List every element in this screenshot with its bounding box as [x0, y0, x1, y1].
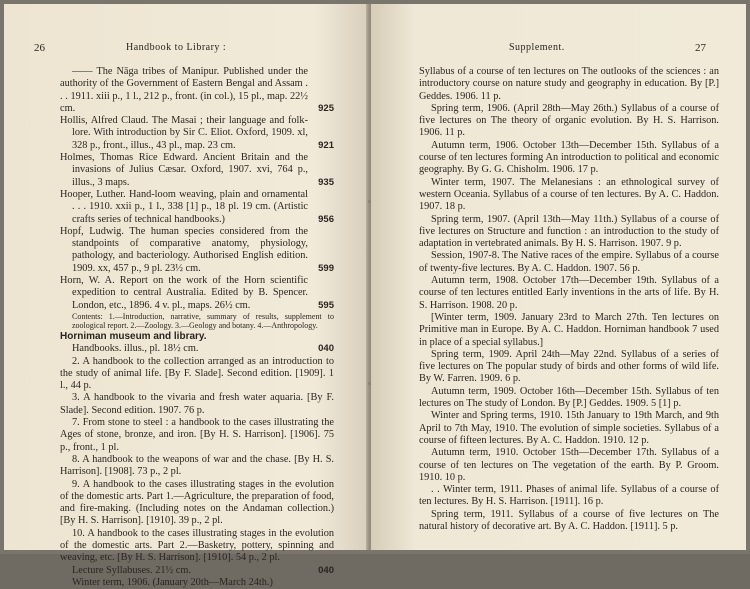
- class-number: 599: [318, 262, 334, 274]
- syllabus-paragraph: Spring term, 1906. (April 28th—May 26th.) Syllabus of a course of five lectures on The theory of organic evolution. By H. S. Harrison. 1906. 11 p.: [419, 102, 719, 139]
- right-page-content: [419, 66, 719, 533]
- handbook-item: 7. From stone to steel : a handbook to the cases illustrating the Ages of stone, bronze, and iron. [By H. S. Harrison]. [1906]. 75 p., front., 1 pl.: [60, 417, 334, 453]
- handbook-item: 3. A handbook to the vivaria and fresh water aquaria. [By F. Slade]. Second edition. 1907. 76 p.: [60, 392, 334, 416]
- syllabus-paragraph: Session, 1907-8. The Native races of the empire. Syllabus of a course of twenty-five lectures. By A. C. Haddon. 1907. 56 p.: [419, 250, 719, 274]
- syllabus-paragraph: Spring term, 1907. (April 13th—May 11th.) Syllabus of a course of five lectures on Structure and function : an introduction to the study of adaptation in vertebrated animals. By H. S. Harrison. 1907. 9 p.: [419, 213, 719, 250]
- right-page-number: 27: [695, 42, 706, 54]
- syllabus-paragraph: Winter term, 1907. The Melanesians : an ethnological survey of western Oceania. Syllabus of a course of ten lectures. By A. C. Haddon. 1907. 18 p.: [419, 176, 719, 213]
- syllabus-paragraph: Autumn term, 1910. October 15th—December 17th. Syllabus of a course of ten lectures on The vegetation of the earth. By P. Groom. 1910. 10 p.: [419, 447, 719, 483]
- handbook-item: 9. A handbook to the cases illustrating stages in the evolution of the domestic arts. Part 1.—Agriculture, the preparation of food, and fire-making. (Including notes on the Andaman collection.) [By H. S. Harrison]. [1910]. 39 p., 2 pl.: [60, 478, 334, 527]
- syllabus-paragraph: Syllabus of a course of ten lectures on The outlooks of the sciences : an introductory course on nature study and geography in education. By [P.] Geddes. 1906. 11 p.: [419, 66, 719, 102]
- left-page-content: [60, 66, 334, 589]
- entry-text: Hooper, Luther. Hand-loom weaving, plain and ornamental . . . 1910. xxii p., 1 l., 338 [1] p., 18 pl. 19 cm. (Artistic crafts series of technical handbooks.): [60, 188, 308, 225]
- entry-hollis: [60, 115, 334, 152]
- winter-term-line: Winter term, 1906. (January 20th—March 24th.): [72, 576, 273, 588]
- lecture-label: Lecture Syllabuses. 21½ cm.: [72, 564, 191, 576]
- lecture-syllabuses-line: [60, 565, 334, 577]
- syllabus-paragraph: Autumn term, 1908. October 17th—December 19th. Syllabus of a course of ten lectures entitled Early inventions in the arts of life. By H. S. Harrison. 1908. 20 p.: [419, 275, 719, 311]
- entry-text: Hopf, Ludwig. The human species considered from the standpoints of comparative anatomy, physiology, pathology, and bacteriology. Authorised English edition. 1909. xx, 457 p., 9 pl. 23½ cm.: [60, 225, 308, 274]
- left-page-number: 26: [34, 42, 45, 54]
- syllabus-paragraph: [Winter term, 1909. January 23rd to March 27th. Ten lectures on Primitive man in Europe. By A. C. Haddon. Horniman handbook 7 used in place of a special syllabus.]: [419, 311, 719, 348]
- syllabus-paragraph: Autumn term, 1906. October 13th—December 15th. Syllabus of a course of ten lectures forming An introduction to political and economic geography. By G. G. Chisholm. 1906. 17 p.: [419, 139, 719, 176]
- museum-heading: Horniman museum and library.: [60, 330, 207, 342]
- entry-text: Horn, W. A. Report on the work of the Horn scientific expedition to central Australia. Edited by B. Spencer. London, etc., 1896. 4 v. pl., maps. 26½ cm.: [60, 275, 308, 311]
- handbooks-line: [60, 343, 334, 355]
- entry-horn: [60, 275, 334, 312]
- handbook-item: 10. A handbook to the cases illustrating stages in the evolution of the domestic arts. Part 2.—Basketry, pottery, spinning and weaving, etc. [By H. S. Harrison]. [1910]. 54 p., 2 pl.: [60, 527, 334, 564]
- syllabus-paragraph: Autumn term, 1909. October 16th—December 15th. Syllabus of ten lectures on The study of London. By [P.] Geddes. 1909. 5 [1] p.: [419, 385, 719, 410]
- syllabus-paragraph: . . Winter term, 1911. Phases of animal life. Syllabus of a course of ten lectures. By H. S. Harrison. [1911]. 16 p.: [419, 484, 719, 508]
- entry-hooper: [60, 189, 334, 226]
- handbook-item: 8. A handbook to the weapons of war and the chase. [By H. S. Harrison]. [1908]. 73 p., 2 pl.: [60, 453, 334, 478]
- left-page: [4, 4, 369, 588]
- entry-hopf: [60, 226, 334, 275]
- handbook-item: 2. A handbook to the collection arranged as an introduction to the study of animal life. [By F. Slade]. Second edition. [1909]. 1 l., 44 p.: [60, 355, 334, 392]
- class-number: 956: [318, 213, 334, 225]
- handbooks-label: Handbooks. illus., pl. 18½ cm.: [72, 343, 199, 355]
- left-running-header: Handbook to Library :: [126, 42, 227, 53]
- entry-naga-tribes: [60, 66, 334, 115]
- syllabus-paragraph: Winter and Spring terms, 1910. 15th January to 19th March, and 9th April to 7th May, 1910. The evolution of simple societies. Syllabus of a course of fifteen lectures. By A. C. Haddon. 1910. 12 p.: [419, 410, 719, 446]
- syllabus-paragraph: Spring term, 1911. Syllabus of a course of five lectures on The natural history of decorative art. By A. C. Haddon. [1911]. 5 p.: [419, 508, 719, 532]
- class-number: 925: [318, 102, 334, 114]
- class-number: 040: [318, 343, 334, 355]
- entry-text: —— The Nāga tribes of Manipur. Published under the authority of the Government of Eastern Bengal and Assam . . . 1911. xiii p., 1 l., 212 p., front. (in col.), 15 pl., map. 22½ cm.: [60, 66, 308, 114]
- syllabus-paragraph: Spring term, 1909. April 24th—May 22nd. Syllabus of a series of five lectures on The popular study of birds and other forms of wild life. By W. Farren. 1909. 6 p.: [419, 348, 719, 385]
- entry-holmes: [60, 152, 334, 189]
- class-number: 921: [318, 139, 334, 151]
- right-running-header: Supplement.: [509, 42, 565, 53]
- entry-text: Hollis, Alfred Claud. The Masai ; their language and folk-lore. With introduction by Sir C. Eliot. Oxford, 1909. xl, 328 p., front., illus., 43 pl., map. 23 cm.: [60, 115, 308, 151]
- contents-note: Contents: 1.—Introduction, narrative, summary of results, supplement to zoological report. 2.—Zoology. 3.—Geology and botany. 4.—Anthropology.: [72, 311, 334, 331]
- class-number: 935: [318, 176, 334, 188]
- right-page: [371, 4, 746, 550]
- entry-text: Holmes, Thomas Rice Edward. Ancient Britain and the invasions of Julius Cæsar. Oxford, 1907. xvi, 764 p., illus., 3 maps.: [60, 152, 308, 188]
- class-number: 040: [318, 564, 334, 576]
- class-number: 595: [318, 299, 334, 311]
